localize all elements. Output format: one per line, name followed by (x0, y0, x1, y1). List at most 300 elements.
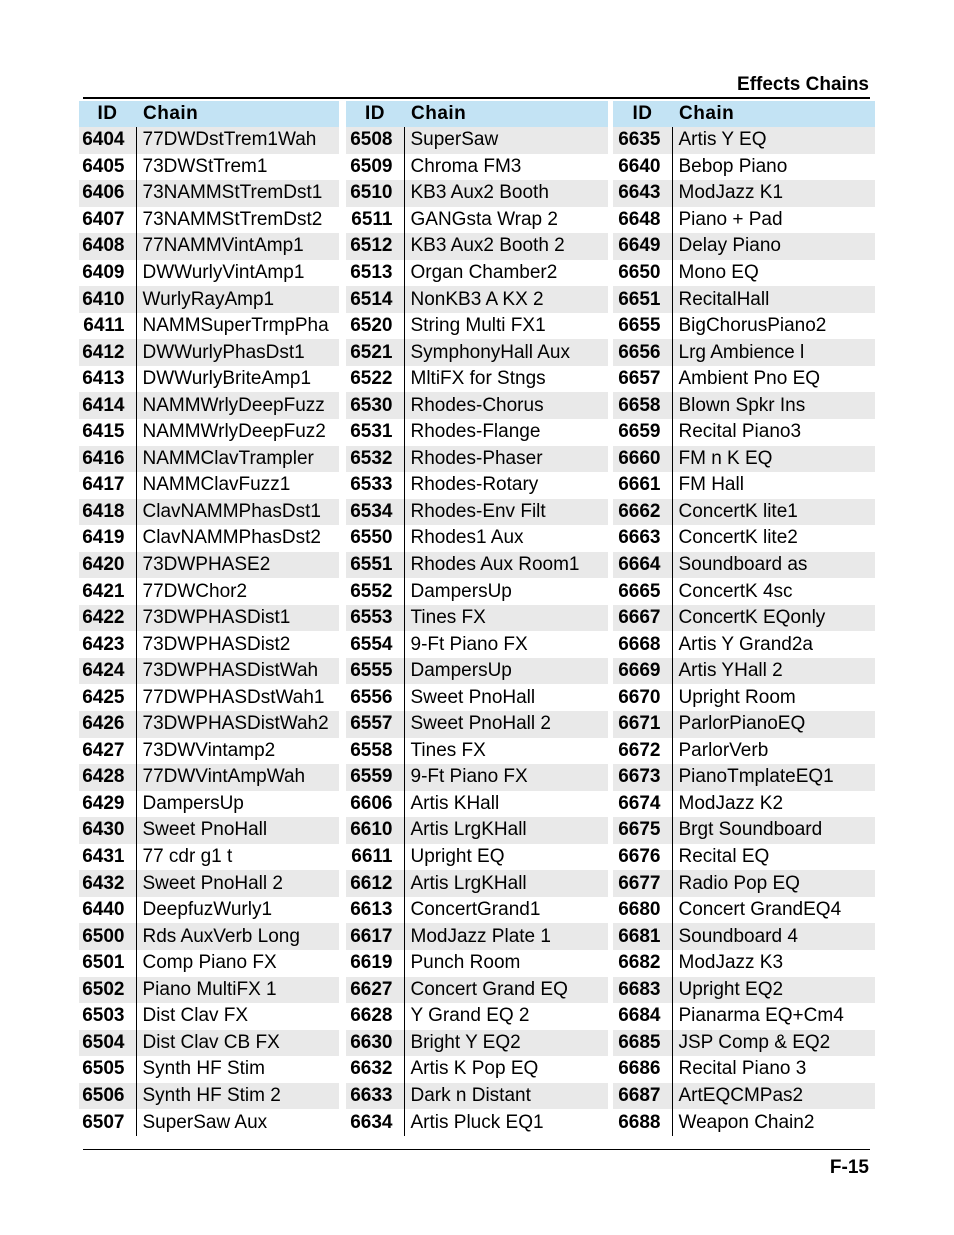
chain-name: Comp Piano FX (142, 952, 277, 974)
table-row (346, 286, 608, 313)
chain-name: ParlorVerb (678, 739, 769, 761)
table-row (613, 578, 875, 605)
chain-id: 6684 (613, 1003, 672, 1030)
chain-id: 6613 (346, 897, 404, 924)
table-row (79, 817, 339, 844)
table-row (613, 233, 875, 260)
chain-name: Bebop Piano (678, 155, 788, 177)
chain-name: PianoTmplateEQ1 (672, 764, 875, 791)
table-row (613, 419, 875, 446)
table-row (346, 977, 608, 1004)
chain-name: 73DWVintamp2 (142, 739, 276, 761)
chain-name: Sweet PnoHall 2 (136, 870, 339, 897)
chain-id: 6511 (346, 207, 404, 234)
section-title: Effects Chains (737, 74, 869, 95)
chain-name: Blown Spkr Ins (672, 392, 875, 419)
chain-id: 6429 (79, 791, 136, 818)
chain-name: KB3 Aux2 Booth (404, 180, 608, 207)
chain-id: 6628 (346, 1003, 404, 1030)
table-row (613, 339, 875, 366)
chain-name: WurlyRayAmp1 (136, 286, 339, 313)
table-row (613, 525, 875, 552)
chain-column-header: Chain (136, 101, 339, 127)
chain-id: 6681 (613, 923, 672, 950)
chain-id: 6421 (79, 578, 136, 605)
table-row (79, 366, 339, 393)
chain-id: 6635 (613, 127, 672, 154)
chain-id: 6617 (346, 923, 404, 950)
chain-name: 73DWPHASDistWah2 (136, 711, 339, 738)
chain-name: Dist Clav FX (142, 1005, 249, 1027)
chain-id: 6685 (613, 1030, 672, 1057)
chain-name: NAMMWrlyDeepFuz2 (142, 421, 326, 443)
chain-id: 6430 (79, 817, 136, 844)
chain-name: DampersUp (404, 658, 608, 685)
chain-name: SuperSaw (404, 127, 608, 154)
table-row (613, 392, 875, 419)
table-row (346, 764, 608, 791)
table-row (79, 897, 339, 924)
table-row (346, 631, 608, 658)
chain-name: Rhodes-Chorus (404, 392, 608, 419)
chain-name: KB3 Aux2 Booth 2 (404, 233, 608, 260)
chain-id: 6417 (79, 472, 136, 499)
chain-name: 77DWPHASDstWah1 (142, 686, 325, 708)
chain-id: 6407 (79, 207, 136, 234)
table-row (346, 684, 608, 711)
chain-name: Recital EQ (678, 846, 770, 868)
chain-id: 6510 (346, 180, 404, 207)
table-header-row (613, 101, 875, 127)
table-row (613, 711, 875, 738)
chain-name: NAMMWrlyDeepFuzz (136, 392, 339, 419)
chain-id: 6683 (613, 977, 672, 1004)
table-row (79, 525, 339, 552)
chain-name: Rhodes1 Aux (410, 527, 524, 549)
table-row (346, 711, 608, 738)
chain-name: Synth HF Stim 2 (136, 1083, 339, 1110)
table-row (613, 1056, 875, 1083)
chain-id: 6610 (346, 817, 404, 844)
chain-name: Punch Room (410, 952, 521, 974)
top-rule (83, 97, 870, 99)
chain-id: 6649 (613, 233, 672, 260)
chain-id: 6531 (346, 419, 404, 446)
chain-name: ConcertK EQonly (672, 605, 875, 632)
chain-name: ModJazz K2 (678, 792, 784, 814)
chain-id: 6553 (346, 605, 404, 632)
table-row (79, 1109, 339, 1136)
chain-name: Artis K Pop EQ (410, 1058, 539, 1080)
chain-name: DWWurlyPhasDst1 (136, 339, 339, 366)
chain-id: 6664 (613, 552, 672, 579)
chain-id: 6440 (79, 897, 136, 924)
table-row (346, 578, 608, 605)
chain-id: 6509 (346, 154, 404, 181)
chain-id: 6667 (613, 605, 672, 632)
table-row (346, 923, 608, 950)
table-row (346, 446, 608, 473)
chain-id: 6414 (79, 392, 136, 419)
table-row (79, 764, 339, 791)
chain-name: FM n K EQ (672, 446, 875, 473)
table-row (79, 339, 339, 366)
table-row (613, 923, 875, 950)
table-row (346, 1083, 608, 1110)
table-row (613, 1109, 875, 1136)
table-row (79, 711, 339, 738)
chain-name: ConcertGrand1 (410, 899, 541, 921)
table-row (79, 154, 339, 181)
chain-id: 6655 (613, 313, 672, 340)
chain-name: ArtEQCMPas2 (672, 1083, 875, 1110)
chain-name: 73DWPHASE2 (136, 552, 339, 579)
chain-name: NAMMClavFuzz1 (142, 474, 291, 496)
chain-name: Tines FX (404, 605, 608, 632)
table-row (346, 870, 608, 897)
chain-id: 6554 (346, 631, 404, 658)
table-row (613, 499, 875, 526)
table-row (346, 844, 608, 871)
chain-name: Artis LrgKHall (404, 817, 608, 844)
chain-name: 73NAMMStTremDst1 (136, 180, 339, 207)
table-row (613, 738, 875, 765)
chain-id: 6550 (346, 525, 404, 552)
chain-id: 6420 (79, 552, 136, 579)
table-row (613, 180, 875, 207)
chain-id: 6533 (346, 472, 404, 499)
chain-name: Rhodes-Env Filt (404, 499, 608, 526)
table-row (79, 392, 339, 419)
chain-id: 6661 (613, 472, 672, 499)
chain-name: BigChorusPiano2 (678, 315, 827, 337)
chain-id: 6611 (346, 844, 404, 871)
table-row (79, 844, 339, 871)
chain-name: Artis Y Grand2a (678, 633, 813, 655)
chain-name: SuperSaw Aux (142, 1111, 268, 1133)
chain-name: Piano MultiFX 1 (136, 977, 339, 1004)
table-row (613, 313, 875, 340)
chain-name: Artis YHall 2 (672, 658, 875, 685)
table-row (79, 419, 339, 446)
chain-id: 6665 (613, 578, 672, 605)
table-row (613, 154, 875, 181)
table-row (613, 286, 875, 313)
chain-name: MltiFX for Stngs (410, 368, 546, 390)
chain-id: 6557 (346, 711, 404, 738)
chain-id: 6650 (613, 260, 672, 287)
chain-id: 6504 (79, 1030, 136, 1057)
chain-name: ModJazz Plate 1 (404, 923, 608, 950)
chain-id: 6406 (79, 180, 136, 207)
table-row (79, 499, 339, 526)
chain-id: 6416 (79, 446, 136, 473)
table-row (346, 605, 608, 632)
chain-name: Rhodes-Rotary (410, 474, 539, 496)
chain-name: 73NAMMStTremDst2 (142, 208, 323, 230)
chain-id: 6677 (613, 870, 672, 897)
chain-id: 6672 (613, 738, 672, 765)
chain-id: 6632 (346, 1056, 404, 1083)
effects-table-2 (346, 101, 608, 1136)
chain-id: 6552 (346, 578, 404, 605)
chain-id: 6423 (79, 631, 136, 658)
table-row (346, 472, 608, 499)
table-row (79, 977, 339, 1004)
chain-name: Chroma FM3 (410, 155, 522, 177)
chain-id: 6630 (346, 1030, 404, 1057)
chain-id: 6668 (613, 631, 672, 658)
chain-id: 6640 (613, 154, 672, 181)
chain-name: DampersUp (410, 580, 512, 602)
chain-id: 6659 (613, 419, 672, 446)
chain-name: Upright EQ2 (672, 977, 875, 1004)
chain-id: 6634 (346, 1109, 404, 1136)
chain-column-header: Chain (672, 101, 875, 127)
chain-id: 6508 (346, 127, 404, 154)
chain-name: Rhodes-Phaser (404, 446, 608, 473)
chain-id: 6431 (79, 844, 136, 871)
table-row (79, 950, 339, 977)
table-row (346, 897, 608, 924)
chain-name: Pianarma EQ+Cm4 (678, 1005, 844, 1027)
chain-name: Bright Y EQ2 (404, 1030, 608, 1057)
chain-name: Artis Y EQ (672, 127, 875, 154)
chain-id: 6520 (346, 313, 404, 340)
table-row (79, 207, 339, 234)
chain-id: 6687 (613, 1083, 672, 1110)
table-row (346, 392, 608, 419)
chain-id: 6663 (613, 525, 672, 552)
table-row (346, 339, 608, 366)
chain-name: 77DWChor2 (142, 580, 248, 602)
table-row (79, 1083, 339, 1110)
chain-name: Radio Pop EQ (672, 870, 875, 897)
id-column-header: ID (346, 101, 404, 127)
chain-name: NonKB3 A KX 2 (404, 286, 608, 313)
chain-id: 6428 (79, 764, 136, 791)
table-row (79, 684, 339, 711)
chain-name: SymphonyHall Aux (404, 339, 608, 366)
chain-name: Sweet PnoHall 2 (404, 711, 608, 738)
chain-id: 6658 (613, 392, 672, 419)
table-row (346, 1003, 608, 1030)
chain-id: 6408 (79, 233, 136, 260)
chain-name: 77DWVintAmpWah (136, 764, 339, 791)
table-row (346, 366, 608, 393)
chain-id: 6424 (79, 658, 136, 685)
table-row (346, 499, 608, 526)
table-row (346, 791, 608, 818)
chain-name: Y Grand EQ 2 (410, 1005, 530, 1027)
chain-name: 77 cdr g1 t (142, 846, 233, 868)
chain-name: Rhodes Aux Room1 (404, 552, 608, 579)
chain-id: 6503 (79, 1003, 136, 1030)
chain-id: 6673 (613, 764, 672, 791)
chain-id: 6676 (613, 844, 672, 871)
chain-name: Concert Grand EQ (404, 977, 608, 1004)
chain-id: 6404 (79, 127, 136, 154)
chain-id: 6606 (346, 791, 404, 818)
chain-id: 6648 (613, 207, 672, 234)
table-row (346, 817, 608, 844)
chain-name: DampersUp (142, 792, 244, 814)
chain-name: Brgt Soundboard (672, 817, 875, 844)
chain-name: ModJazz K3 (678, 952, 784, 974)
chain-name: Dist Clav CB FX (136, 1030, 339, 1057)
chain-name: 77DWDstTrem1Wah (136, 127, 339, 154)
chain-id: 6619 (346, 950, 404, 977)
table-row (613, 817, 875, 844)
chain-id: 6521 (346, 339, 404, 366)
table-row (613, 260, 875, 287)
chain-id: 6415 (79, 419, 136, 446)
chain-name: 9-Ft Piano FX (410, 633, 528, 655)
table-row (346, 127, 608, 154)
chain-id: 6670 (613, 684, 672, 711)
table-row (79, 1056, 339, 1083)
id-column-header: ID (79, 101, 136, 127)
chain-id: 6426 (79, 711, 136, 738)
chain-id: 6551 (346, 552, 404, 579)
chain-name: Soundboard 4 (672, 923, 875, 950)
chain-id: 6418 (79, 499, 136, 526)
table-row (346, 1030, 608, 1057)
chain-id: 6530 (346, 392, 404, 419)
table-row (613, 897, 875, 924)
table-header-row (79, 101, 339, 127)
chain-id: 6501 (79, 950, 136, 977)
chain-id: 6660 (613, 446, 672, 473)
table-row (346, 525, 608, 552)
chain-name: Artis KHall (410, 792, 500, 814)
chain-name: ConcertK lite2 (678, 527, 798, 549)
chain-name: NAMMSuperTrmpPha (142, 315, 329, 337)
chain-name: 73DWPHASDist2 (142, 633, 291, 655)
table-row (346, 552, 608, 579)
table-row (346, 1109, 608, 1136)
chain-id: 6432 (79, 870, 136, 897)
chain-name: Concert GrandEQ4 (678, 899, 842, 921)
table-row (346, 180, 608, 207)
chain-id: 6513 (346, 260, 404, 287)
chain-id: 6662 (613, 499, 672, 526)
chain-id: 6411 (79, 313, 136, 340)
chain-name: Artis Pluck EQ1 (410, 1111, 544, 1133)
table-row (613, 366, 875, 393)
chain-name: ConcertK 4sc (678, 580, 793, 602)
chain-id: 6425 (79, 684, 136, 711)
chain-name: 77NAMMVintAmp1 (136, 233, 339, 260)
table-row (79, 1030, 339, 1057)
chain-name: Lrg Ambience l (672, 339, 875, 366)
chain-id: 6669 (613, 658, 672, 685)
table-row (79, 605, 339, 632)
chain-id: 6559 (346, 764, 404, 791)
chain-id: 6675 (613, 817, 672, 844)
chain-id: 6558 (346, 738, 404, 765)
table-row (79, 472, 339, 499)
chain-name: 73DWPHASDistWah (136, 658, 339, 685)
table-row (346, 950, 608, 977)
chain-name: Synth HF Stim (142, 1058, 265, 1080)
table-row (79, 658, 339, 685)
table-header-row (346, 101, 608, 127)
chain-name: Dark n Distant (404, 1083, 608, 1110)
table-row (346, 207, 608, 234)
chain-name: ClavNAMMPhasDst2 (142, 527, 321, 549)
chain-column-header: Chain (404, 101, 608, 127)
chain-id: 6422 (79, 605, 136, 632)
chain-id: 6643 (613, 180, 672, 207)
chain-id: 6612 (346, 870, 404, 897)
chain-name: Soundboard as (672, 552, 875, 579)
table-row (79, 578, 339, 605)
chain-name: 73DWPHASDist1 (136, 605, 339, 632)
table-row (346, 154, 608, 181)
table-row (79, 180, 339, 207)
table-row (613, 684, 875, 711)
chain-id: 6409 (79, 260, 136, 287)
table-row (346, 738, 608, 765)
table-row (79, 233, 339, 260)
id-column-header: ID (613, 101, 672, 127)
chain-name: Upright Room (678, 686, 796, 708)
chain-name: Rds AuxVerb Long (136, 923, 339, 950)
table-row (79, 1003, 339, 1030)
chain-id: 6656 (613, 339, 672, 366)
chain-id: 6674 (613, 791, 672, 818)
effects-table-1 (79, 101, 339, 1136)
chain-id: 6506 (79, 1083, 136, 1110)
bottom-rule (83, 1149, 870, 1150)
table-row (613, 446, 875, 473)
chain-id: 6427 (79, 738, 136, 765)
chain-name: Artis LrgKHall (404, 870, 608, 897)
chain-id: 6514 (346, 286, 404, 313)
table-row (613, 844, 875, 871)
table-row (79, 286, 339, 313)
table-row (346, 1056, 608, 1083)
chain-id: 6500 (79, 923, 136, 950)
table-row (79, 870, 339, 897)
chain-id: 6532 (346, 446, 404, 473)
chain-name: ParlorPianoEQ (672, 711, 875, 738)
chain-name: FM Hall (678, 474, 744, 496)
chain-id: 6512 (346, 233, 404, 260)
chain-id: 6627 (346, 977, 404, 1004)
chain-name: Recital Piano 3 (678, 1058, 807, 1080)
chain-name: Organ Chamber2 (410, 262, 558, 283)
table-row (613, 1083, 875, 1110)
table-row (346, 419, 608, 446)
table-row (79, 631, 339, 658)
chain-id: 6686 (613, 1056, 672, 1083)
chain-id: 6651 (613, 286, 672, 313)
table-row (613, 207, 875, 234)
table-row (346, 233, 608, 260)
chain-id: 6505 (79, 1056, 136, 1083)
table-row (79, 127, 339, 154)
table-row (613, 605, 875, 632)
table-row (613, 658, 875, 685)
chain-name: ClavNAMMPhasDst1 (136, 499, 339, 526)
chain-id: 6682 (613, 950, 672, 977)
chain-id: 6633 (346, 1083, 404, 1110)
chain-name: 73DWStTrem1 (142, 155, 268, 177)
effects-table-3 (613, 101, 875, 1136)
chain-id: 6555 (346, 658, 404, 685)
